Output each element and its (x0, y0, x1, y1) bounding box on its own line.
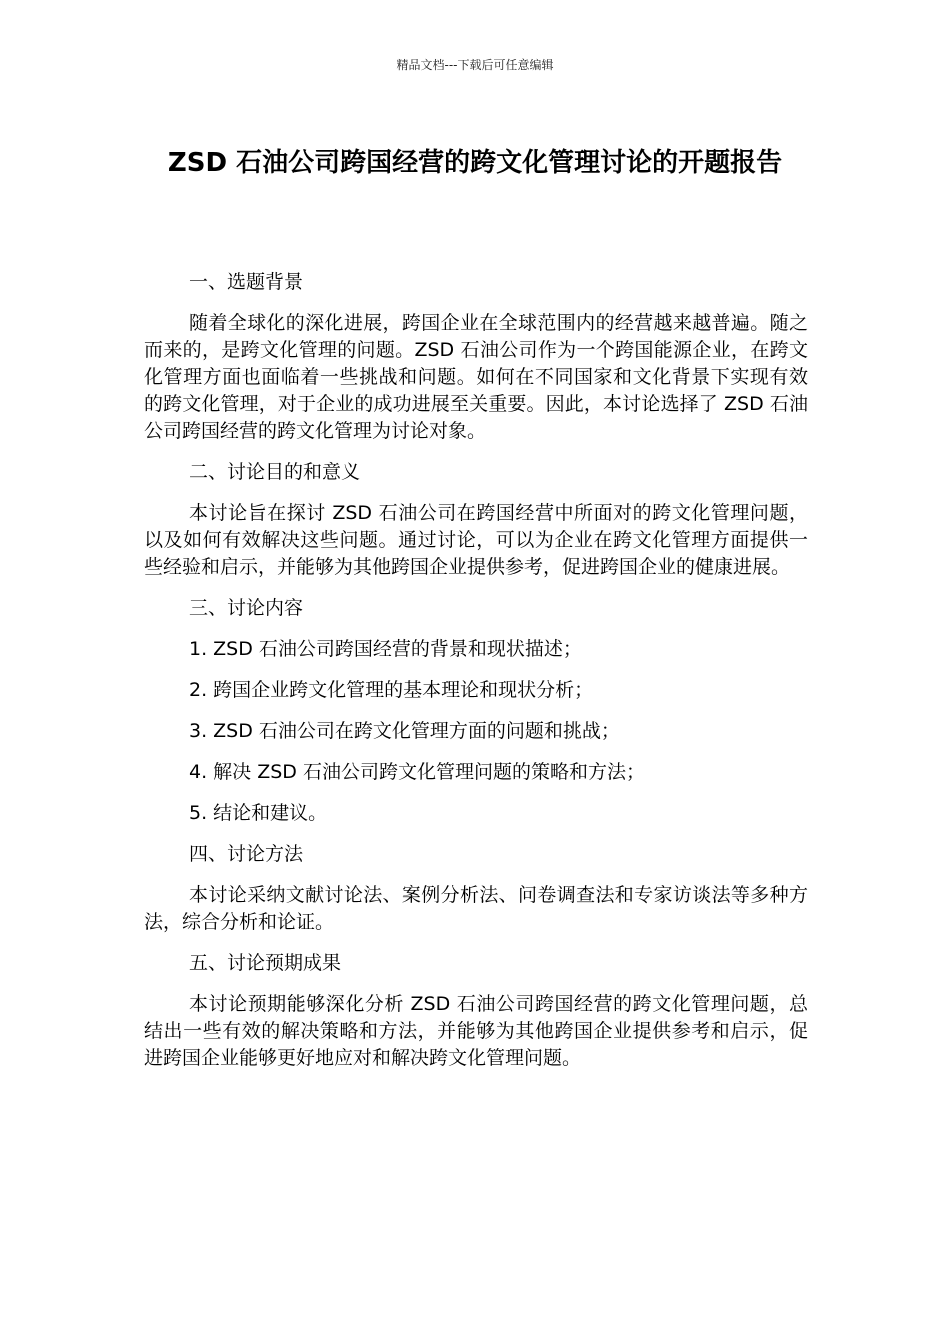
content-list-item: 2. 跨国企业跨文化管理的基本理论和现状分析； (189, 679, 594, 701)
section-paragraph-methods: 本讨论采纳文献讨论法、案例分析法、问卷调查法和专家访谈法等多种方法，综合分析和论证。 (144, 884, 808, 933)
document-body (144, 269, 808, 1086)
section-heading-purpose: 二、讨论目的和意义 (189, 461, 361, 483)
section-heading-outcomes: 五、讨论预期成果 (189, 952, 342, 974)
content-list-item: 1. ZSD 石油公司跨国经营的背景和现状描述； (189, 638, 582, 660)
content-list-item: 5. 结论和建议。 (189, 802, 328, 824)
section-paragraph-purpose: 本讨论旨在探讨 ZSD 石油公司在跨国经营中所面对的跨文化管理问题，以及如何有效解决这些问题。通过讨论，可以为企业在跨文化管理方面提供一些经验和启示，并能够为其他跨国企业提供参考，促进跨国企业的健康进展。 (144, 502, 808, 578)
section-heading-methods: 四、讨论方法 (189, 843, 304, 865)
section-paragraph-outcomes: 本讨论预期能够深化分析 ZSD 石油公司跨国经营的跨文化管理问题，总结出一些有效的解决策略和方法，并能够为其他跨国企业提供参考和启示，促进跨国企业能够更好地应对和解决跨文化管理问题。 (144, 993, 808, 1069)
content-list-item: 4. 解决 ZSD 石油公司跨文化管理问题的策略和方法； (189, 761, 645, 783)
section-paragraph-background: 随着全球化的深化进展，跨国企业在全球范围内的经营越来越普遍。随之而来的，是跨文化管理的问题。ZSD 石油公司作为一个跨国能源企业，在跨文化管理方面也面临着一些挑战和问题。如何在不同国家和文化背景下实现有效的跨文化管理，对于企业的成功进展至关重要。因此，本讨论选择了 ZSD 石油公司跨国经营的跨文化管理为讨论对象。 (144, 312, 808, 442)
section-heading-content: 三、讨论内容 (189, 597, 304, 619)
document-title: ZSD 石油公司跨国经营的跨文化管理讨论的开题报告 (167, 148, 783, 178)
header-note: 精品文档---下载后可任意编辑 (396, 58, 554, 72)
content-list-item: 3. ZSD 石油公司在跨文化管理方面的问题和挑战； (189, 720, 620, 742)
section-heading-background: 一、选题背景 (189, 271, 304, 293)
